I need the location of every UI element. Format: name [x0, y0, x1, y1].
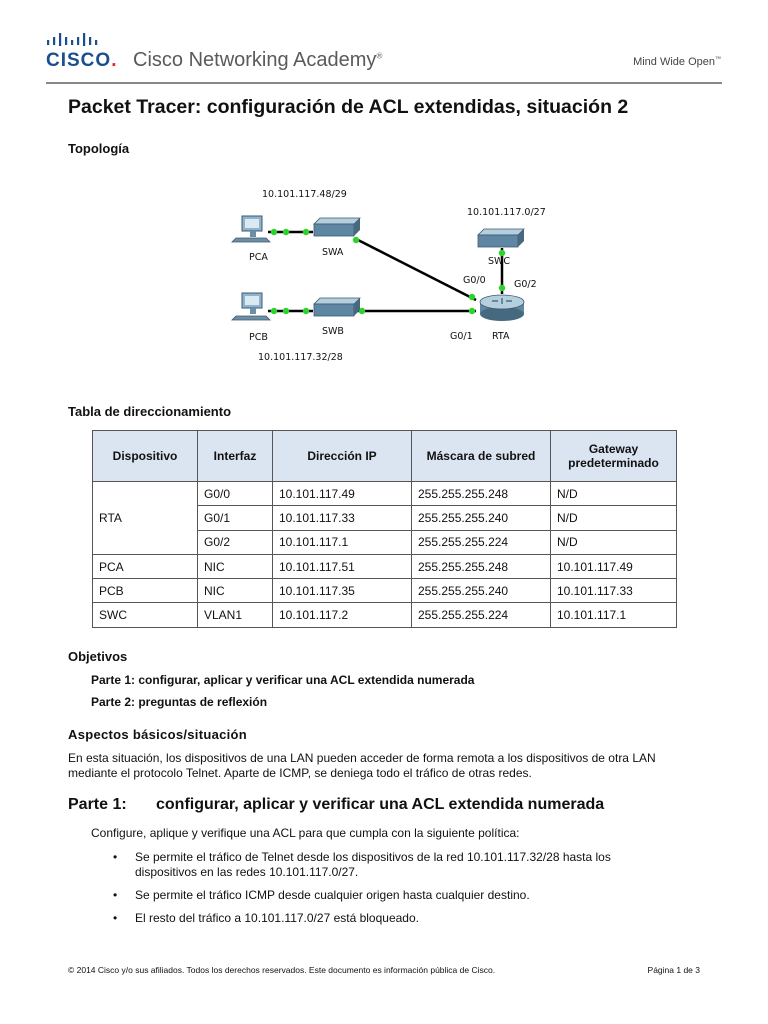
- table-cell: 255.255.255.240: [412, 506, 551, 530]
- table-row: [93, 554, 677, 578]
- g02-label: G0/2: [514, 279, 537, 290]
- rta-router-icon: [480, 295, 524, 321]
- table-cell: 10.101.117.35: [273, 579, 412, 603]
- column-header: Gateway predeterminado: [551, 431, 677, 482]
- link-swa-rta: [358, 240, 476, 300]
- table-cell: 10.101.117.49: [551, 554, 677, 578]
- net-a-label: 10.101.117.48/29: [262, 189, 347, 200]
- table-cell: G0/2: [198, 530, 273, 554]
- footer-page-number: Página 1 de 3: [647, 965, 700, 975]
- table-row: [93, 579, 677, 603]
- background-text: En esta situación, los dispositivos de una LAN pueden acceder de forma remota a los dispositivos de otra LAN mediante el protocolo Telnet. Aparte de ICMP, se deniega todo el tráfico de otras redes.: [68, 751, 656, 780]
- swa-switch-icon: [314, 218, 360, 236]
- table-cell: PCB: [93, 579, 198, 603]
- table-cell: 10.101.117.33: [551, 579, 677, 603]
- swb-switch-icon: [314, 298, 360, 316]
- table-cell: 255.255.255.224: [412, 603, 551, 627]
- table-cell: 255.255.255.240: [412, 579, 551, 603]
- document-title: Packet Tracer: configuración de ACL extendidas, situación 2: [68, 96, 629, 118]
- table-cell: 255.255.255.248: [412, 482, 551, 506]
- list-item: • El resto del tráfico a 10.101.117.0/27 está bloqueado.: [113, 911, 419, 925]
- table-cell: N/D: [551, 506, 677, 530]
- table-cell: 255.255.255.248: [412, 554, 551, 578]
- table-cell: G0/0: [198, 482, 273, 506]
- table-row: [93, 482, 677, 506]
- net-b-label: 10.101.117.32/28: [258, 352, 343, 363]
- net-c-label: 10.101.117.0/27: [467, 207, 546, 218]
- column-header: Interfaz: [198, 431, 273, 482]
- table-header-row: [93, 431, 677, 482]
- policy-list: [91, 850, 651, 934]
- table-cell: VLAN1: [198, 603, 273, 627]
- table-cell: 10.101.117.33: [273, 506, 412, 530]
- table-cell: 10.101.117.1: [551, 603, 677, 627]
- addressing-table: [92, 430, 677, 628]
- swc-switch-icon: [478, 229, 524, 247]
- table-cell: 255.255.255.224: [412, 530, 551, 554]
- g01-label: G0/1: [450, 331, 473, 342]
- table-cell: N/D: [551, 482, 677, 506]
- table-cell: 10.101.117.1: [273, 530, 412, 554]
- cisco-logo-text: CISCO.: [46, 50, 118, 71]
- bullet-icon: •: [113, 911, 118, 925]
- table-cell: NIC: [198, 554, 273, 578]
- column-header: Dirección IP: [273, 431, 412, 482]
- table-cell: 10.101.117.51: [273, 554, 412, 578]
- bullet-icon: •: [113, 888, 118, 902]
- column-header: Máscara de subred: [412, 431, 551, 482]
- background-heading: Aspectos básicos/situación: [68, 727, 248, 742]
- table-cell: 10.101.117.2: [273, 603, 412, 627]
- g00-label: G0/0: [463, 275, 486, 286]
- link-status-dots: [271, 229, 505, 314]
- list-item: • Se permite el tráfico de Telnet desde los dispositivos de la red 10.101.117.32/28 hasta los dispositivos en las redes 10.101.117.0/27.: [113, 850, 611, 879]
- pca-label: PCA: [249, 252, 268, 263]
- swc-label: SWC: [488, 256, 511, 267]
- academy-name: Cisco Networking Academy®: [133, 49, 383, 71]
- table-cell: N/D: [551, 530, 677, 554]
- table-cell: NIC: [198, 579, 273, 603]
- topology-diagram: [228, 180, 548, 370]
- swb-label: SWB: [322, 326, 344, 337]
- part1-number: Parte 1:: [68, 796, 127, 813]
- table-cell: SWC: [93, 603, 198, 627]
- part1-title: configurar, aplicar y verificar una ACL extendida numerada: [156, 796, 605, 813]
- part1-heading: [68, 796, 604, 814]
- cisco-logo-bars-icon: [46, 32, 116, 48]
- table-row: [93, 603, 677, 627]
- pca-computer-icon: [232, 216, 270, 242]
- table-cell: RTA: [93, 482, 198, 555]
- footer-copyright: © 2014 Cisco y/o sus afiliados. Todos los derechos reservados. Este documento es información pública de Cisco.: [68, 965, 496, 975]
- table-cell: 10.101.117.49: [273, 482, 412, 506]
- table-cell: G0/1: [198, 506, 273, 530]
- pcb-computer-icon: [232, 293, 270, 320]
- topology-heading: Topología: [68, 141, 130, 156]
- objective-item: Parte 2: preguntas de reflexión: [91, 695, 268, 709]
- list-item: • Se permite el tráfico ICMP desde cualquier origen hasta cualquier destino.: [113, 888, 530, 902]
- objective-item: Parte 1: configurar, aplicar y verificar una ACL extendida numerada: [91, 673, 475, 687]
- table-cell: PCA: [93, 554, 198, 578]
- objectives-heading: Objetivos: [68, 649, 128, 664]
- pcb-label: PCB: [249, 332, 268, 343]
- addressing-table-heading: Tabla de direccionamiento: [68, 404, 232, 419]
- header-divider: [46, 82, 722, 84]
- bullet-icon: •: [113, 850, 118, 864]
- column-header: Dispositivo: [93, 431, 198, 482]
- policy-intro: Configure, aplique y verifique una ACL para que cumpla con la siguiente política:: [91, 826, 520, 840]
- rta-label: RTA: [492, 331, 510, 342]
- tagline: Mind Wide Open™: [633, 56, 721, 68]
- swa-label: SWA: [322, 247, 344, 258]
